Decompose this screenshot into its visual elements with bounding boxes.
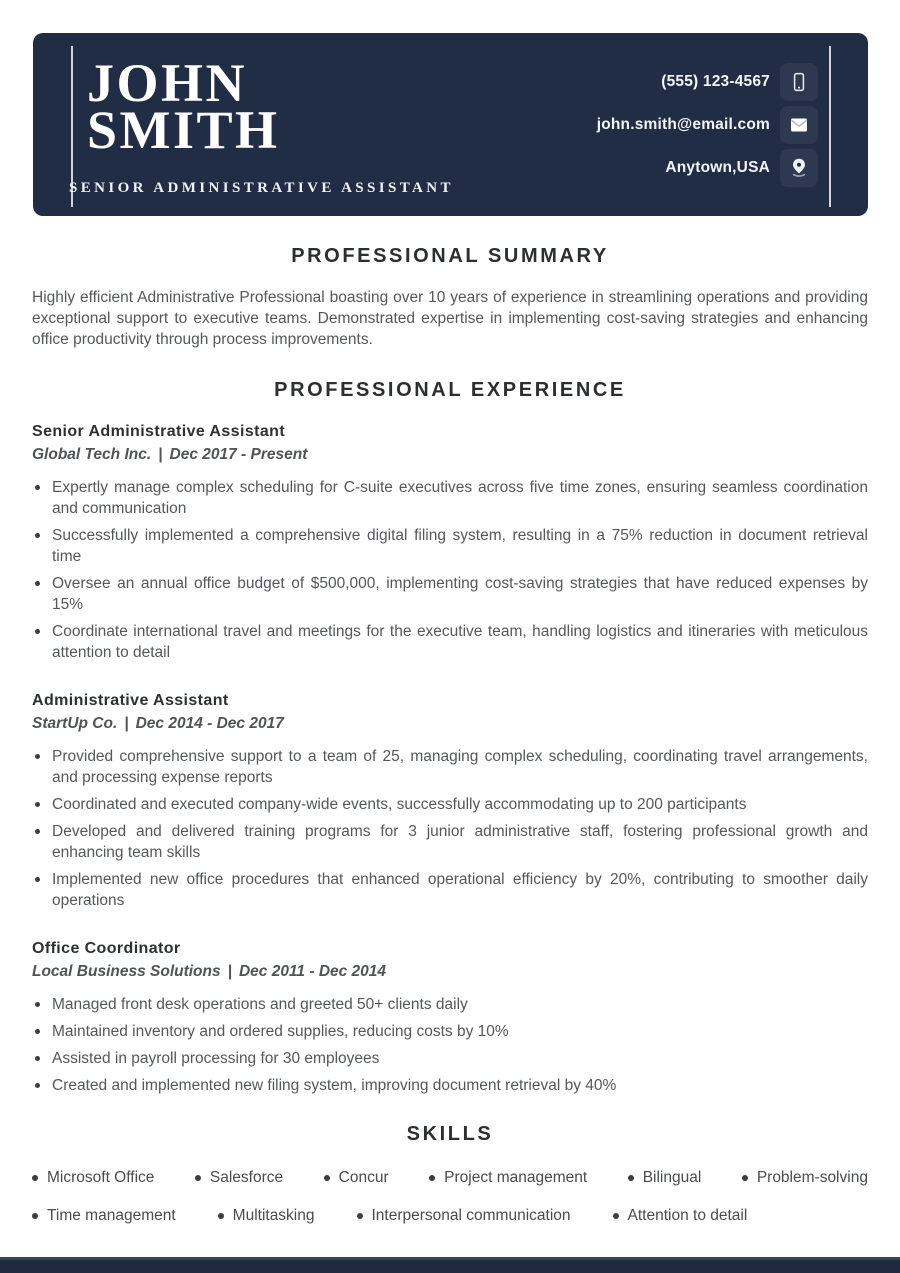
skill-item: Interpersonal communication (357, 1207, 571, 1225)
bullet-icon (35, 1002, 40, 1007)
skill-item: Multitasking (218, 1207, 315, 1225)
bullet-icon (35, 802, 40, 807)
candidate-role: SENIOR ADMINISTRATIVE ASSISTANT (69, 180, 454, 196)
company-name: StartUp Co. (32, 715, 118, 732)
separator: | (158, 446, 163, 463)
phone-icon (780, 63, 818, 101)
last-name: SMITH (87, 100, 280, 160)
separator: | (227, 963, 232, 980)
job-dates: Dec 2017 - Present (169, 446, 308, 463)
bullet-icon (35, 877, 40, 882)
bullet-icon (324, 1175, 330, 1181)
skill-item: Time management (32, 1207, 176, 1225)
phone-number: (555) 123-4567 (661, 73, 770, 90)
bullet-item: Assisted in payroll processing for 30 employees (32, 1048, 868, 1069)
job-title: Office Coordinator (32, 940, 181, 957)
first-name: JOHN (87, 53, 248, 113)
summary-text: Highly efficient Administrative Professional boasting over 10 years of experience in streamlining operations and providing exceptional support to executive teams. Demonstrated expertise in implementing cost-saving strategies and enhancing office productivity through process improvements. (32, 289, 868, 348)
job-company-line (32, 446, 868, 464)
bullet-item: Expertly manage complex scheduling for C-suite executives across five time zones, ensuring seamless coordination and communication (32, 477, 868, 519)
email-address: john.smith@email.com (596, 116, 770, 133)
skills-row-1 (32, 1169, 868, 1187)
bullet-icon (628, 1175, 634, 1181)
bullet-item: Successfully implemented a comprehensive digital filing system, resulting in a 75% reduction in document retrieval time (32, 525, 868, 567)
skill-item: Bilingual (628, 1169, 702, 1187)
job-title: Administrative Assistant (32, 692, 229, 709)
bullet-icon (742, 1175, 748, 1181)
experience-heading: PROFESSIONAL EXPERIENCE (274, 379, 626, 401)
bullet-icon (613, 1213, 619, 1219)
bullet-icon (35, 754, 40, 759)
bullet-icon (195, 1175, 201, 1181)
bullet-item: Created and implemented new filing system, improving document retrieval by 40% (32, 1075, 868, 1096)
skill-item: Microsoft Office (32, 1169, 154, 1187)
skill-item: Project management (429, 1169, 587, 1187)
mail-icon (780, 106, 818, 144)
company-name: Local Business Solutions (32, 963, 221, 980)
skill-item: Problem-solving (742, 1169, 868, 1187)
contact-email (597, 106, 818, 144)
bullet-icon (35, 829, 40, 834)
separator: | (124, 715, 129, 732)
summary-heading: PROFESSIONAL SUMMARY (291, 245, 609, 267)
location-icon (780, 149, 818, 187)
bullet-icon (35, 533, 40, 538)
bullet-icon (32, 1175, 38, 1181)
bullet-item: Oversee an annual office budget of $500,000, implementing cost-saving strategies that have reduced expenses by 15% (32, 573, 868, 615)
contact-block (597, 33, 818, 216)
candidate-name (87, 53, 454, 160)
header-right-rule (829, 46, 831, 207)
resume-body (32, 216, 868, 1225)
resume-header (33, 33, 868, 216)
bullet-item: Provided comprehensive support to a team of 25, managing complex scheduling, coordinating travel arrangements, and processing expense reports (32, 746, 868, 788)
skills-heading: SKILLS (406, 1123, 494, 1145)
job-bullets (32, 994, 868, 1096)
bottom-accent-bar (0, 1257, 900, 1273)
job-bullets (32, 477, 868, 663)
skills-row-2 (32, 1207, 868, 1225)
skill-item: Salesforce (195, 1169, 283, 1187)
bullet-icon (429, 1175, 435, 1181)
bullet-icon (35, 581, 40, 586)
job-title: Senior Administrative Assistant (32, 423, 286, 440)
bullet-icon (35, 629, 40, 634)
job-entry (32, 692, 868, 911)
location-text: Anytown,USA (665, 159, 770, 176)
bullet-icon (35, 1056, 40, 1061)
bullet-icon (35, 1083, 40, 1088)
contact-location (597, 149, 818, 187)
bullet-item: Managed front desk operations and greeted 50+ clients daily (32, 994, 868, 1015)
bullet-icon (218, 1213, 224, 1219)
job-dates: Dec 2011 - Dec 2014 (238, 963, 387, 980)
bullet-icon (35, 485, 40, 490)
job-company-line (32, 715, 868, 733)
bullet-icon (35, 1029, 40, 1034)
bullet-item: Maintained inventory and ordered supplies, reducing costs by 10% (32, 1021, 868, 1042)
bullet-item: Implemented new office procedures that enhanced operational efficiency by 20%, contributing to smoother daily operations (32, 869, 868, 911)
company-name: Global Tech Inc. (32, 446, 152, 463)
bullet-item: Coordinated and executed company-wide events, successfully accommodating up to 200 participants (32, 794, 868, 815)
job-dates: Dec 2014 - Dec 2017 (135, 715, 284, 732)
skill-item: Concur (324, 1169, 389, 1187)
bullet-icon (357, 1213, 363, 1219)
skill-item: Attention to detail (613, 1207, 748, 1225)
bullet-icon (32, 1213, 38, 1219)
job-bullets (32, 746, 868, 911)
bullet-item: Coordinate international travel and meetings for the executive team, handling logistics and itineraries with meticulous attention to detail (32, 621, 868, 663)
identity-block (69, 33, 454, 216)
job-company-line (32, 963, 868, 981)
job-entry (32, 940, 868, 1096)
job-entry (32, 423, 868, 663)
contact-phone (597, 63, 818, 101)
bullet-item: Developed and delivered training programs for 3 junior administrative staff, fostering professional growth and enhancing team skills (32, 821, 868, 863)
